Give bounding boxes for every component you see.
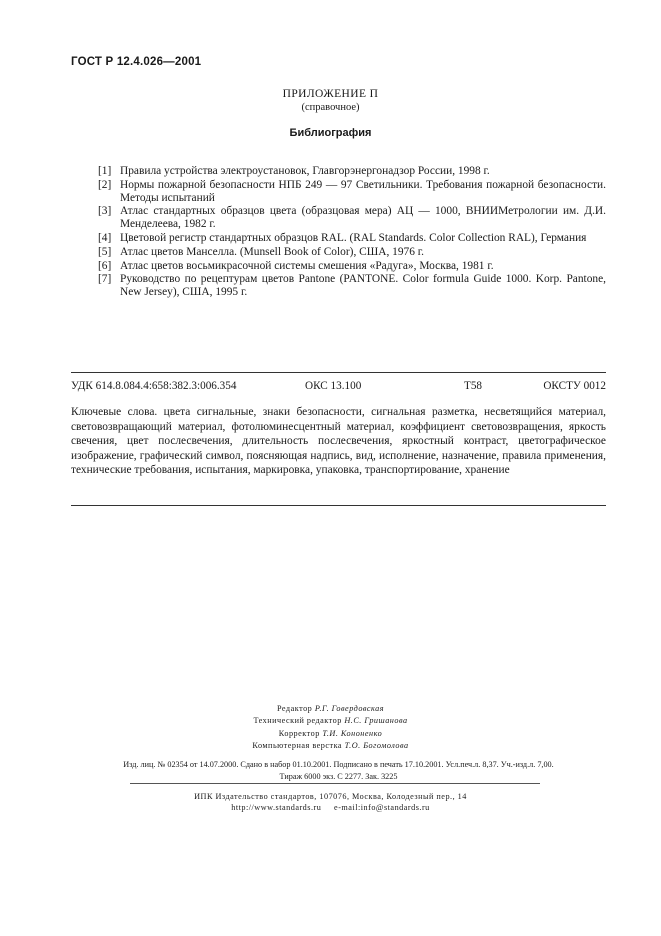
divider-footer: [130, 783, 540, 784]
standard-header: ГОСТ Р 12.4.026—2001: [71, 56, 202, 68]
publisher-address: ИПК Издательство стандартов, 107076, Москва, Колодезный пер., 14: [194, 792, 467, 801]
credit-name: Н.С. Гришанова: [344, 716, 408, 726]
credit-line: [0, 740, 661, 752]
reference-number: [5]: [98, 245, 112, 258]
credit-name: Р.Г. Говердовская: [314, 704, 385, 713]
reference-item: [98, 179, 606, 205]
credit-line: [0, 728, 661, 740]
okstu-code: ОКСТУ 0012: [543, 380, 606, 392]
reference-text: Атлас стандартных образцов цвета (образцовая мера) АЦ — 1000, ВНИИМетрологии им. Д.И. Менделеева, 1982 г.: [120, 205, 606, 231]
divider-bottom: [71, 505, 606, 506]
print-info-line: Изд. лиц. № 02354 от 14.07.2000. Сдано в набор 01.10.2001. Подписано в печать 17.10.2001. Усл.печ.л. 8,37. Уч.-изд.л. 7,00.: [123, 760, 554, 769]
reference-number: [3]: [98, 205, 112, 218]
reference-item: [98, 205, 606, 231]
credits-block: [0, 703, 661, 753]
reference-text: Руководство по рецептурам цветов Pantone (PANTONE. Color formula Guide 1000. Korp. Pantone, New Jersey), США, 1995 г.: [120, 273, 606, 299]
reference-number: [2]: [98, 178, 112, 191]
bibliography-heading: Библиография: [289, 127, 372, 139]
reference-list: [98, 165, 606, 300]
publisher-contacts: http://www.standards.ru e-mail:info@standards.ru: [231, 803, 430, 812]
credit-role: Корректор: [278, 728, 320, 738]
divider-top: [71, 372, 606, 373]
reference-number: [6]: [98, 259, 112, 272]
reference-item: [98, 165, 606, 178]
reference-item: [98, 232, 606, 245]
print-info-line: Тираж 6000 экз. С 2277. Зак. 3225: [279, 772, 398, 782]
credit-name: Т.О. Богомолова: [344, 741, 409, 751]
credit-line: [0, 715, 661, 727]
credit-role: Редактор: [276, 704, 313, 713]
reference-number: [4]: [98, 231, 112, 244]
oks-code: ОКС 13.100: [305, 380, 362, 392]
reference-item: [98, 273, 606, 299]
reference-text: Атлас цветов Манселла. (Munsell Book of Color), США, 1976 г.: [120, 245, 425, 258]
credit-role: Технический редактор: [253, 716, 342, 726]
appendix-title: ПРИЛОЖЕНИЕ П: [282, 88, 379, 100]
reference-text: Цветовой регистр стандартных образцов RAL. (RAL Standards. Color Collection RAL), Германия: [120, 231, 587, 244]
publisher-info: [0, 791, 661, 813]
reference-number: [1]: [98, 165, 112, 177]
print-info: [71, 759, 606, 784]
keywords-paragraph: Ключевые слова. цвета сигнальные, знаки безопасности, сигнальная разметка, несветящийся материал, световозвращающий материал, фотолюминесцентный материал, коэффициент световозвращения, яркость свечения, цвет послесвечения, длительность послесвечения, яркостный контраст, цветографическое изображение, графический символ, поясняющая надпись, вид, исполнение, назначение, правила применения, технические требования, испытания, маркировка, упаковка, транспортирование, хранение: [71, 406, 606, 477]
t-code: Т58: [464, 380, 483, 392]
reference-number: [7]: [98, 273, 112, 286]
reference-item: [98, 260, 606, 273]
reference-item: [98, 246, 606, 259]
appendix-subtitle: (справочное): [301, 102, 360, 113]
reference-text: Атлас цветов восьмикрасочной системы смешения «Радуга», Москва, 1981 г.: [120, 259, 494, 272]
credit-line: [0, 703, 661, 715]
udk-code: УДК 614.8.084.4:658:382.3:006.354: [71, 380, 237, 392]
credit-name: Т.И. Кононенко: [322, 728, 383, 738]
credit-role: Компьютерная верстка: [252, 741, 343, 751]
reference-text: Правила устройства электроустановок, Главгорэнергонадзор России, 1998 г.: [120, 165, 490, 177]
reference-text: Нормы пожарной безопасности НПБ 249 — 97 Светильники. Требования пожарной безопасности. Методы испытаний: [120, 178, 606, 204]
